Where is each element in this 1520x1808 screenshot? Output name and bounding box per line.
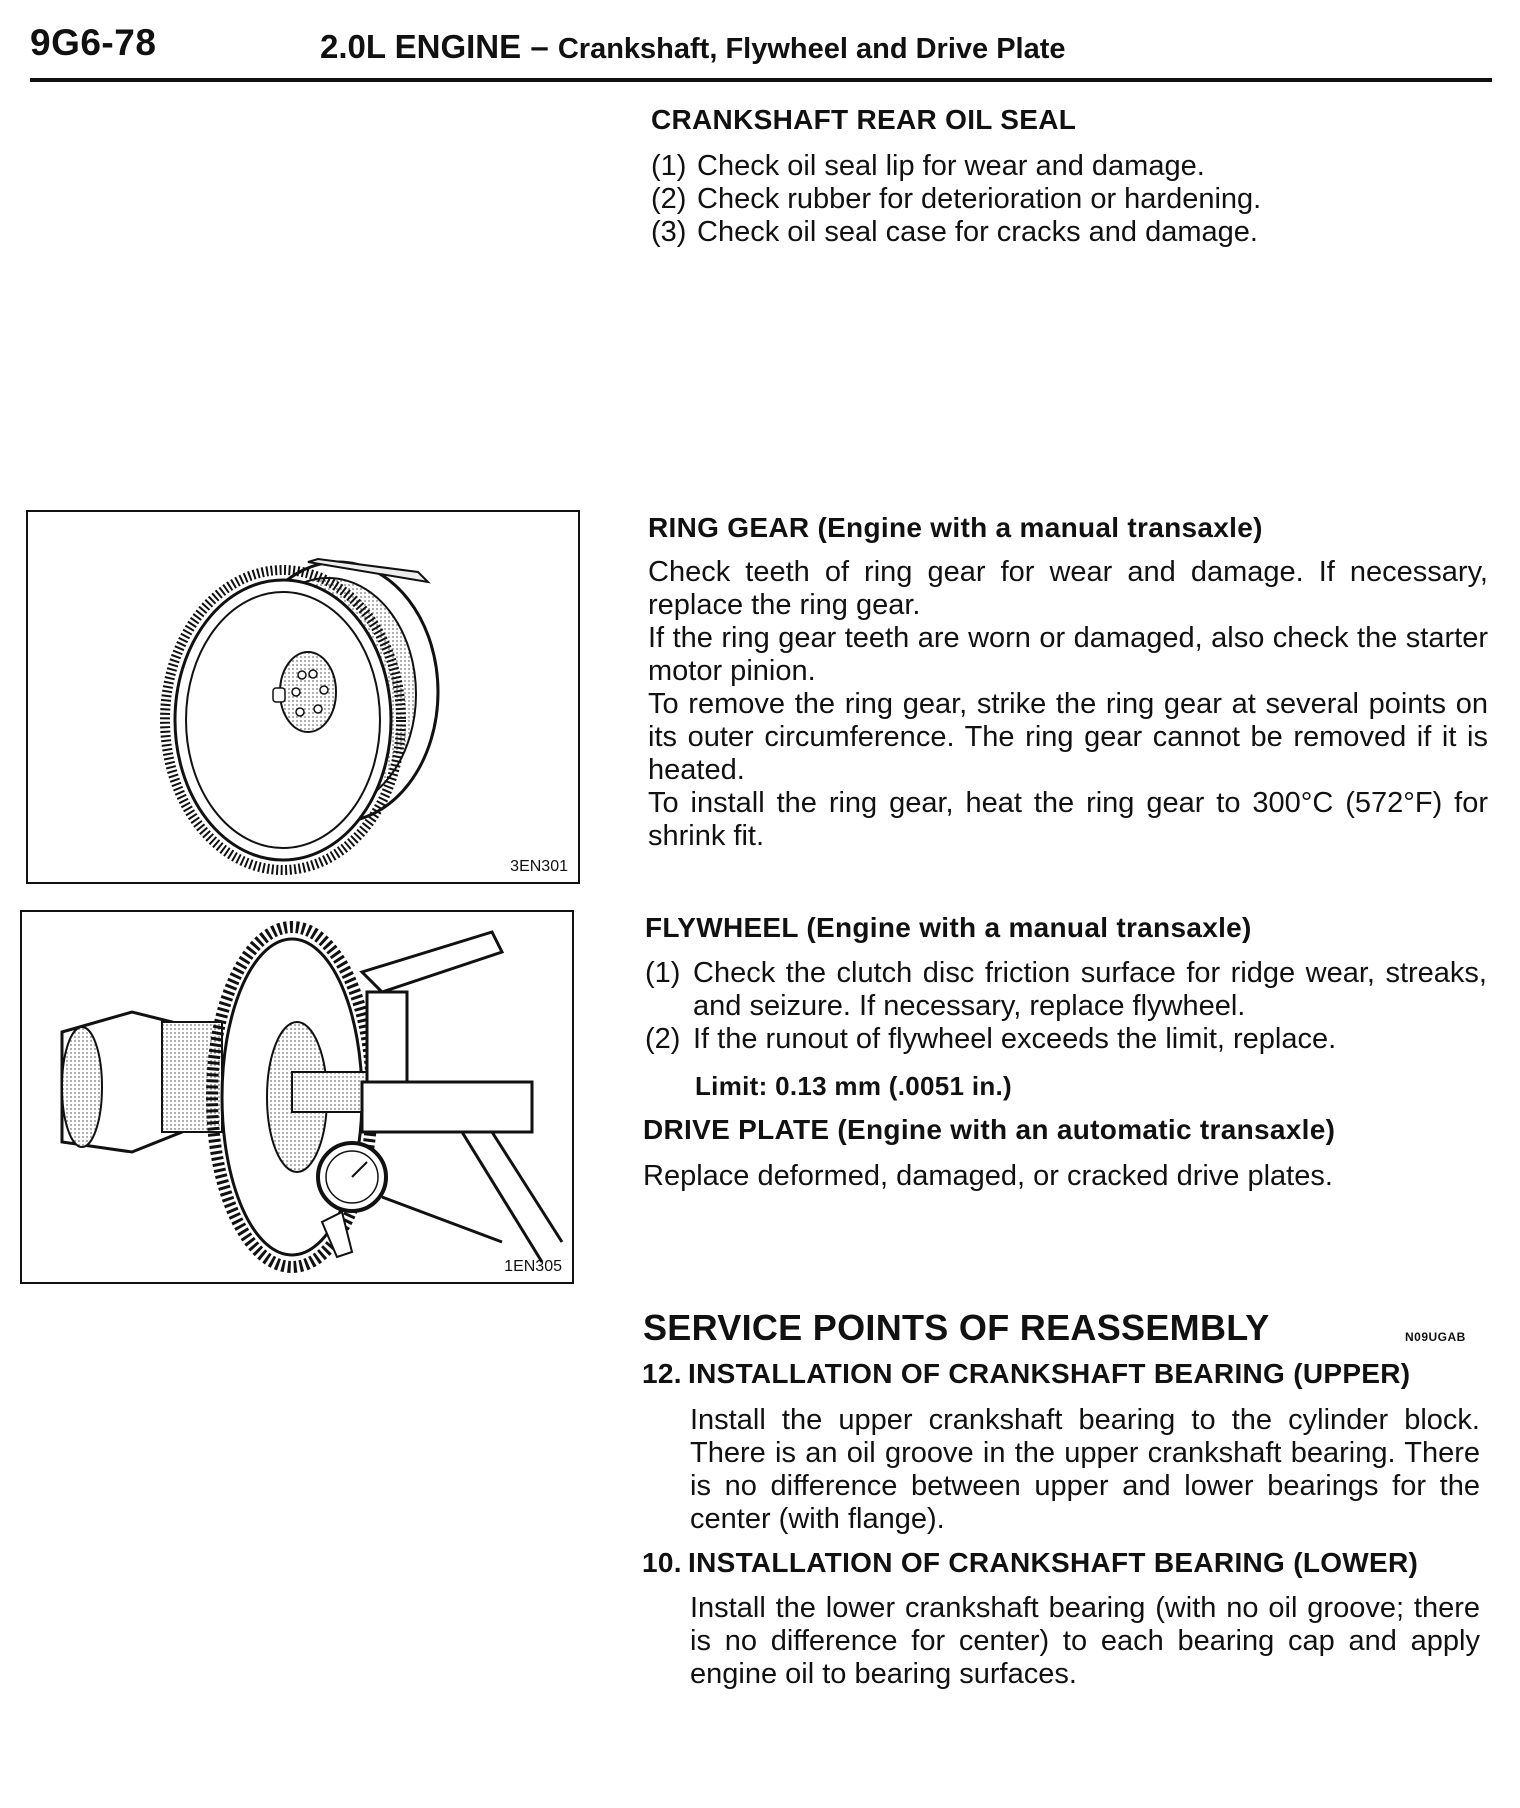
paragraph: To remove the ring gear, strike the ring gear at several points on its outer circumference. The ring gear cannot be removed if it is heated. <box>648 688 1488 786</box>
service-points-code: N09UGAB <box>1405 1330 1466 1344</box>
ring-gear-body <box>648 556 1488 853</box>
step-title: INSTALLATION OF CRANKSHAFT BEARING (LOWER) <box>688 1547 1419 1578</box>
step-number: 12. <box>642 1358 682 1389</box>
title-dash: – <box>530 28 549 65</box>
item-number: (1) <box>645 957 681 989</box>
list-item <box>645 957 1487 1023</box>
step-12-text: Install the upper crankshaft bearing to the cylinder block. There is an oil groove in the upper crankshaft bearing. There is no difference between upper and lower bearings for the center (with flange). <box>690 1404 1480 1535</box>
rear-oil-seal-list <box>651 150 1351 249</box>
ring-gear-heading: RING GEAR (Engine with a manual transaxle) <box>648 512 1263 543</box>
step-12-title <box>642 1358 1488 1390</box>
step-title: INSTALLATION OF CRANKSHAFT BEARING (UPPER) <box>688 1358 1411 1389</box>
page-title <box>320 28 1066 66</box>
flywheel-runout-figure <box>20 910 574 1284</box>
flywheel-heading: FLYWHEEL (Engine with a manual transaxle) <box>645 912 1252 943</box>
item-number: (3) <box>651 216 687 248</box>
list-item <box>645 1023 1487 1056</box>
ring-gear-figure <box>26 510 580 884</box>
item-text: Check rubber for deterioration or hardening. <box>697 183 1262 215</box>
drive-plate-text: Replace deformed, damaged, or cracked drive plates. <box>643 1160 1333 1192</box>
list-item <box>651 150 1351 183</box>
title-engine: 2.0L ENGINE <box>320 28 522 65</box>
item-text: Check the clutch disc friction surface for ridge wear, streaks, and seizure. If necessary, replace flywheel. <box>693 957 1487 1022</box>
step-10-text: Install the lower crankshaft bearing (with no oil groove; there is no difference for center) to each bearing cap and apply engine oil to bearing surfaces. <box>690 1592 1480 1690</box>
item-text: Check oil seal lip for wear and damage. <box>697 150 1205 182</box>
flywheel-limit: Limit: 0.13 mm (.0051 in.) <box>695 1071 1013 1101</box>
figure-code: 3EN301 <box>510 858 568 875</box>
rear-oil-seal-heading: CRANKSHAFT REAR OIL SEAL <box>651 104 1077 135</box>
page-code: 9G6-78 <box>30 22 157 63</box>
paragraph: If the ring gear teeth are worn or damaged, also check the starter motor pinion. <box>648 622 1488 687</box>
list-item <box>651 183 1351 216</box>
item-text: Check oil seal case for cracks and damage. <box>697 216 1258 248</box>
step-10-title <box>642 1547 1488 1579</box>
flywheel-list <box>645 957 1487 1056</box>
list-item <box>651 216 1351 249</box>
flywheel-ring-gear-illustration <box>28 512 578 882</box>
service-points-heading: SERVICE POINTS OF REASSEMBLY <box>643 1307 1270 1348</box>
flywheel-dial-gauge-illustration <box>22 912 572 1282</box>
figure-code: 1EN305 <box>504 1258 562 1275</box>
item-number: (2) <box>651 183 687 215</box>
title-subtitle: Crankshaft, Flywheel and Drive Plate <box>557 33 1066 65</box>
item-number: (2) <box>645 1023 681 1055</box>
step-number: 10. <box>642 1547 682 1578</box>
item-text: If the runout of flywheel exceeds the limit, replace. <box>693 1023 1337 1055</box>
header-rule <box>30 78 1492 82</box>
item-number: (1) <box>651 150 687 182</box>
paragraph: To install the ring gear, heat the ring gear to 300°C (572°F) for shrink fit. <box>648 787 1488 852</box>
paragraph: Check teeth of ring gear for wear and damage. If necessary, replace the ring gear. <box>648 556 1488 621</box>
drive-plate-heading: DRIVE PLATE (Engine with an automatic transaxle) <box>643 1114 1336 1145</box>
